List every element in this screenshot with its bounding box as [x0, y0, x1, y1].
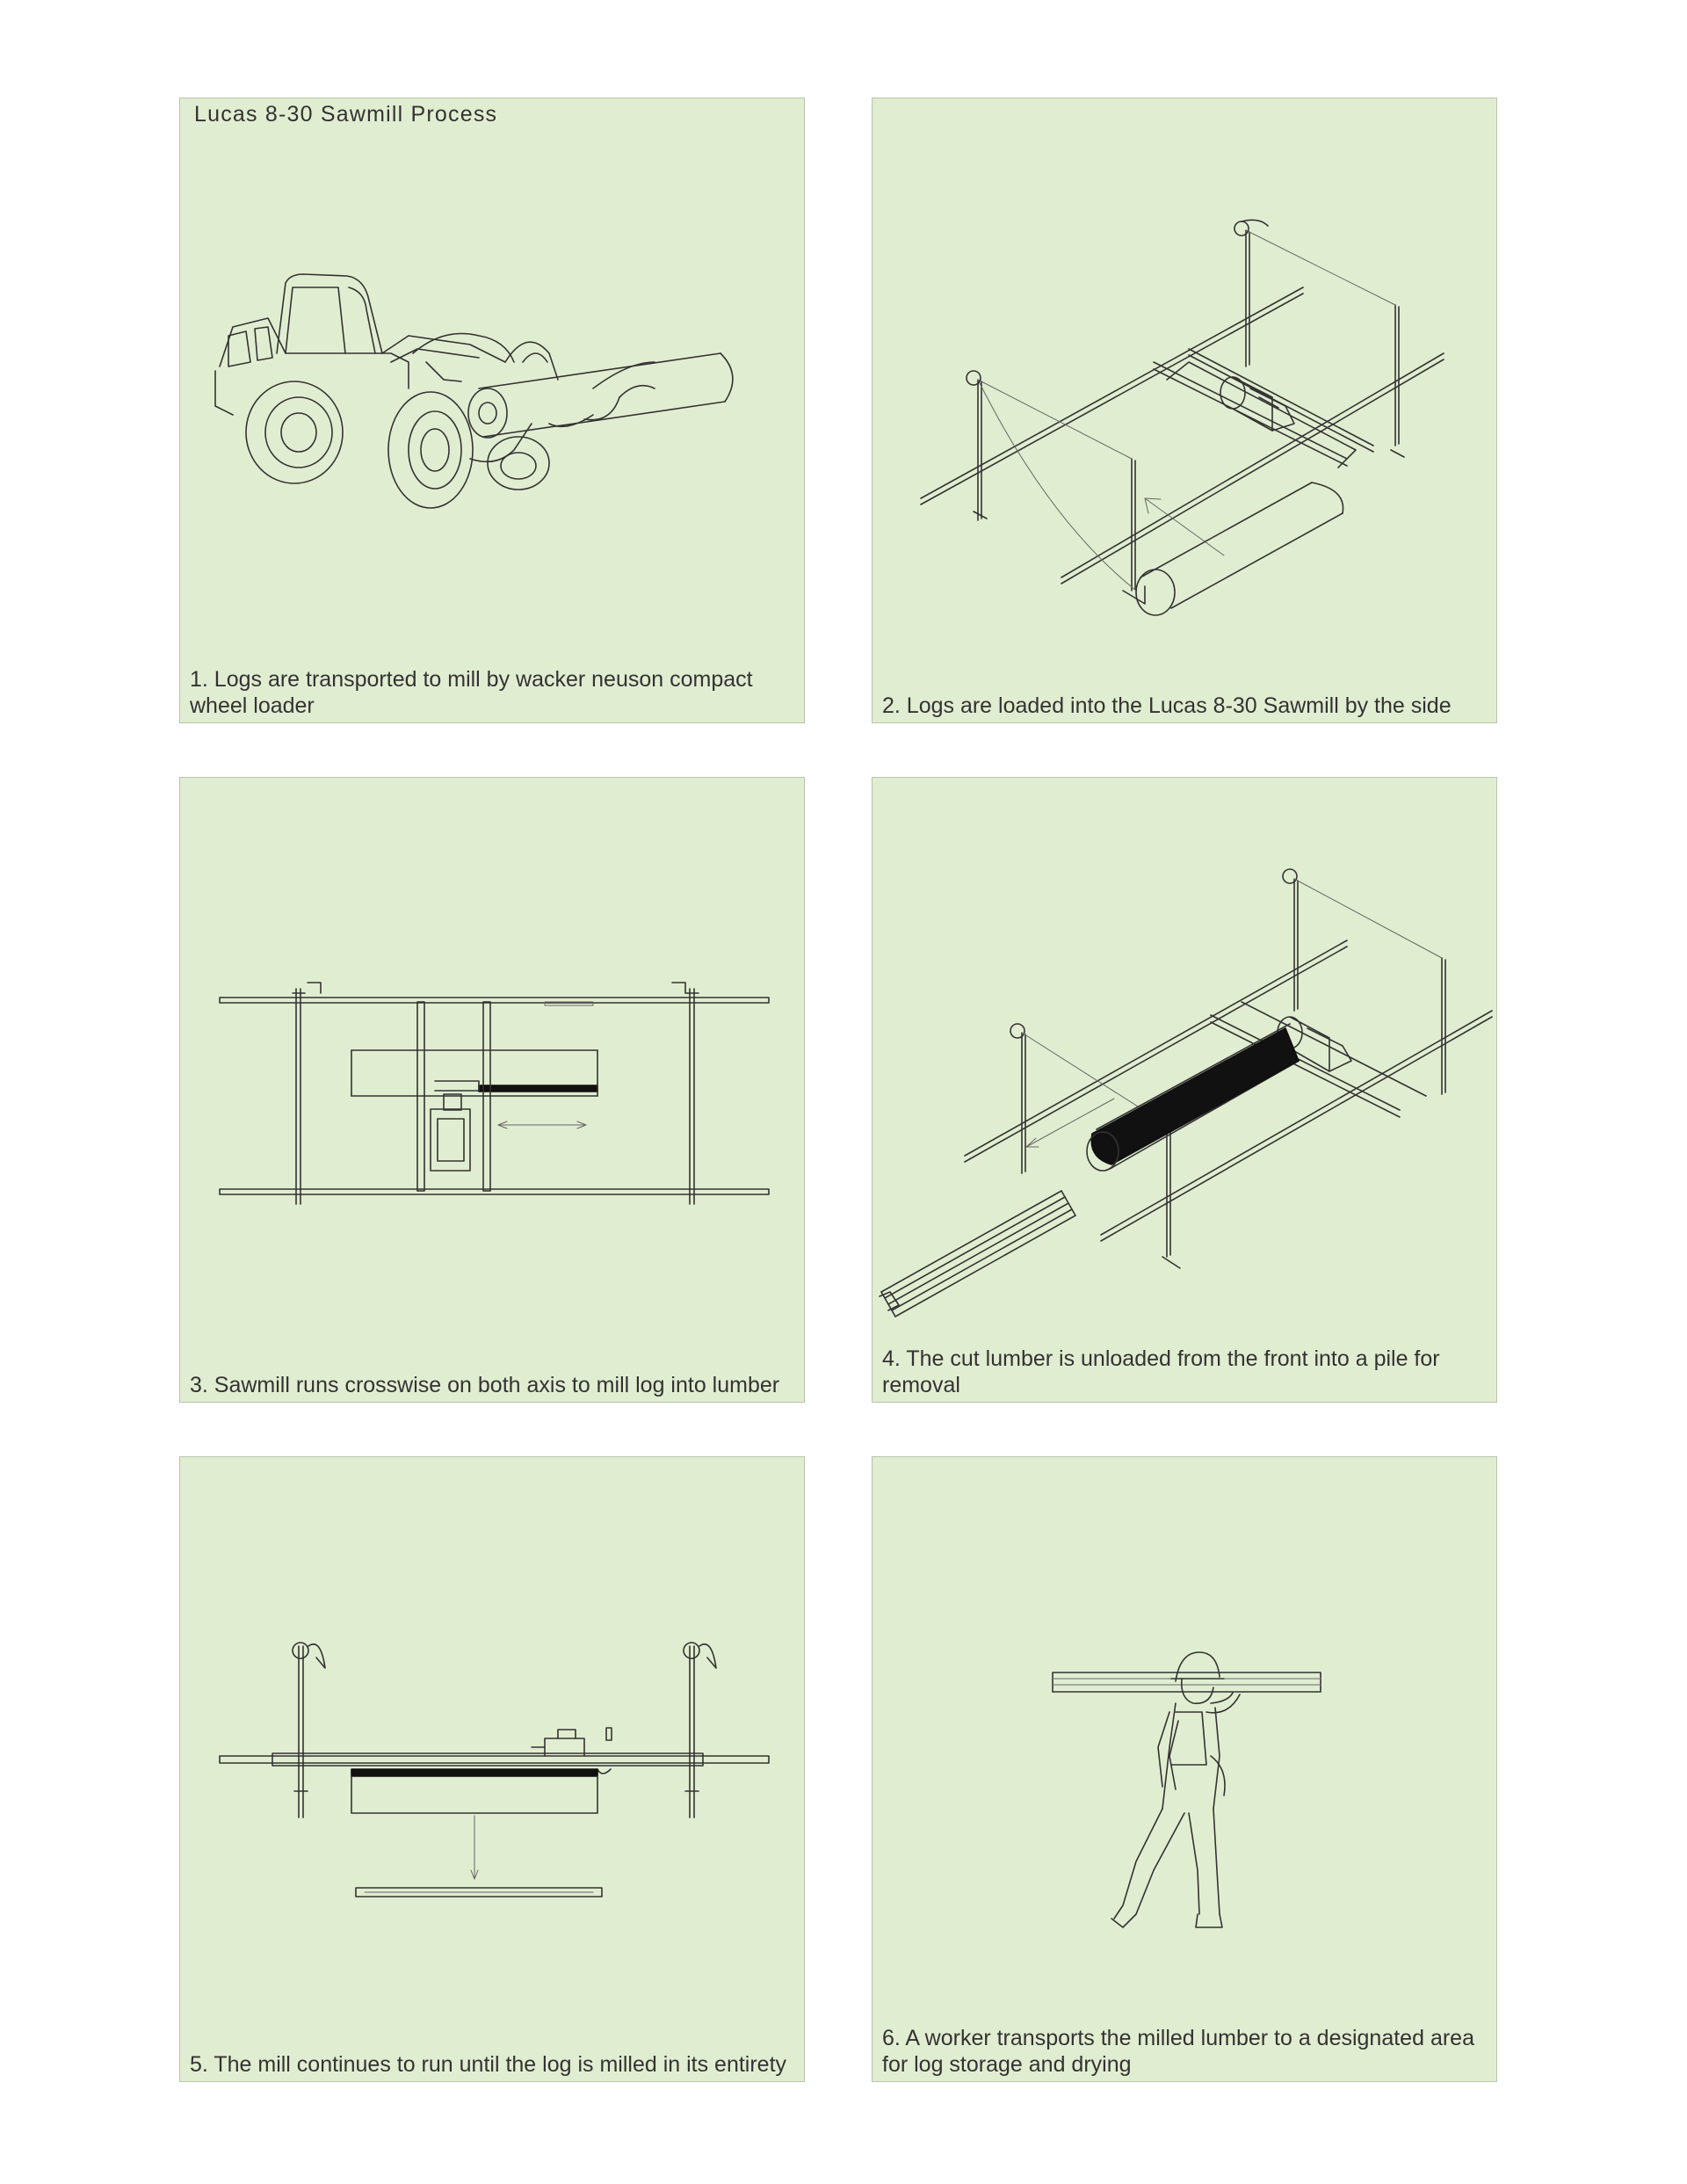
step-panel-4 — [872, 777, 1497, 1403]
worker-carrying-lumber-illustration — [872, 1457, 1498, 2083]
diagram-title: Lucas 8-30 Sawmill Process — [194, 102, 498, 127]
step-panel-1 — [179, 98, 805, 723]
sawmill-plan-illustration — [180, 778, 806, 1404]
step-caption-3: 3. Sawmill runs crosswise on both axis to mill log into lumber — [190, 1373, 780, 1397]
step-panel-2 — [872, 98, 1497, 723]
step-caption-6: 6. A worker transports the milled lumber to a designated area for log storage and drying — [882, 2026, 1474, 2077]
step-panel-3 — [179, 777, 805, 1403]
step-caption-2: 2. Logs are loaded into the Lucas 8-30 Sawmill by the side — [882, 693, 1452, 718]
sawmill-loading-illustration — [872, 98, 1498, 724]
sawmill-elevation-illustration — [180, 1457, 806, 2083]
wheel-loader-illustration — [180, 98, 806, 724]
step-caption-5: 5. The mill continues to run until the log is milled in its entirety — [190, 2052, 787, 2077]
step-panel-6 — [872, 1456, 1497, 2082]
sawmill-unloading-illustration — [872, 778, 1498, 1404]
step-panel-5 — [179, 1456, 805, 2082]
step-caption-4: 4. The cut lumber is unloaded from the front into a pile for removal — [882, 1346, 1440, 1397]
step-caption-1: 1. Logs are transported to mill by wacker neuson compact wheel loader — [190, 667, 753, 718]
